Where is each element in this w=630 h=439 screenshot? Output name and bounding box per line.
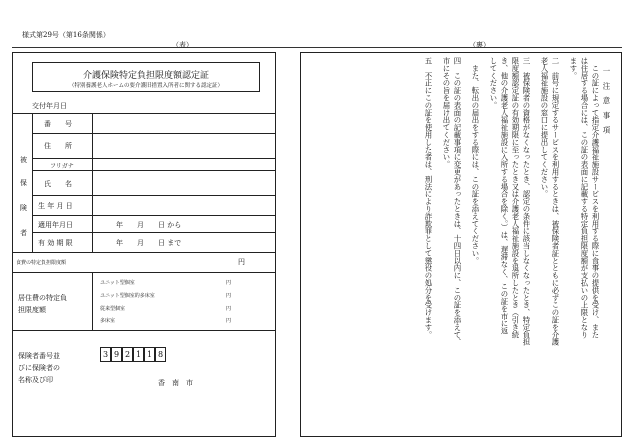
note-line: この証によって指定介護福祉施設サービスを利用する際に食事の提供を受け、また xyxy=(591,57,600,339)
food-cost-yen: 円 xyxy=(238,258,245,266)
insured-char: 険 xyxy=(20,204,27,212)
rule xyxy=(12,272,276,273)
name-label: 氏 名 xyxy=(44,180,72,188)
housing-yen: 円 xyxy=(226,306,232,312)
furigana-label: フリガナ xyxy=(50,163,74,170)
note-line: 二 前号に規定するサービスを利用するときは、被保険者証とともに必ずこの証を介護 xyxy=(551,57,560,346)
rule xyxy=(12,252,276,253)
issue-date-label: 交付年月日 xyxy=(32,102,67,110)
insurer-digit-box: 3 xyxy=(100,347,111,362)
note-heading: 一 注 意 事 項 xyxy=(602,67,611,134)
insured-char: 保 xyxy=(20,179,27,187)
rule xyxy=(32,133,276,134)
housing-row-1: ユニット型個室 xyxy=(100,280,135,286)
insurer-digit-box: 8 xyxy=(155,347,166,362)
insurer-digit-box: 9 xyxy=(111,347,122,362)
certificate-title: 介護保険特定負担限度額認定証 xyxy=(82,71,209,81)
insurer-digit-box: 2 xyxy=(122,347,133,362)
insurer-label-2: びに保険者の xyxy=(18,364,60,372)
header-rule xyxy=(12,47,622,48)
note-line: 市にその旨を届け出てください。 xyxy=(442,57,451,168)
rule xyxy=(12,113,276,114)
insured-char: 被 xyxy=(20,156,27,164)
housing-label-1: 居住費の特定負 xyxy=(18,294,67,302)
housing-row-3: 従来型個室 xyxy=(100,306,126,312)
valid-until-value: 年 月 日 まで xyxy=(116,239,182,247)
note-line: また、転出の届出をする際には、この証を添えてください。 xyxy=(471,57,480,265)
insurer-digit-box: 1 xyxy=(144,347,155,362)
rule xyxy=(32,170,276,171)
back-label: （裏） xyxy=(469,41,490,49)
note-line: 老人福祉施設の窓口に提出してください。 xyxy=(540,57,549,198)
rule xyxy=(32,215,276,216)
valid-until-label: 有 効 期 限 xyxy=(38,239,73,247)
certificate-title-box xyxy=(32,62,260,92)
insurer-name: 香 南 市 xyxy=(158,379,193,387)
housing-label-2: 担限度額 xyxy=(18,306,46,314)
note-line: は住居する場合には、この証の表面に記載する特定負担限度額が支払いの上限となり xyxy=(580,57,589,339)
front-label: （表） xyxy=(172,41,193,49)
note-line: してください。 xyxy=(489,57,498,109)
number-label: 番 号 xyxy=(44,120,72,128)
note-line: 三 被保険者の資格がなくなったとき、認定の条件に該当しなくなったとき、特定負担 xyxy=(522,57,531,346)
rule xyxy=(12,330,276,331)
rule xyxy=(92,113,93,252)
rule xyxy=(32,195,276,196)
insurer-label-3: 名称及び印 xyxy=(18,376,53,384)
housing-yen: 円 xyxy=(226,318,232,324)
insurer-digit-box: 1 xyxy=(133,347,144,362)
note-line: 五 不正にこの証を使用した者は、刑法により詐欺罪として懲役の処分を受けます。 xyxy=(424,57,433,339)
insurer-label-1: 保険者番号並 xyxy=(18,352,60,360)
note-line: 限度額認定証の有効期限に至ったとき又は介護老人福祉施設を退所したとき（引き続 xyxy=(511,57,520,339)
rule xyxy=(92,272,93,330)
address-label: 住 所 xyxy=(44,142,72,150)
certificate-back xyxy=(300,52,622,437)
rule xyxy=(32,232,276,233)
insured-char: 者 xyxy=(20,229,27,237)
note-line: き、他の介護老人福祉施設に入所する場合を除く。）は、遅滞なく、この証を市に返 xyxy=(500,57,509,335)
form-number: 様式第29号（第16条関係） xyxy=(22,31,110,39)
apply-date-value: 年 月 日 から xyxy=(116,221,182,229)
dob-label: 生 年 月 日 xyxy=(38,202,73,210)
note-line: 四 この証の表面の記載事項に変更があったときは、十四日以内に、この証を添えて、 xyxy=(453,57,462,346)
note-line: ます。 xyxy=(569,57,578,80)
housing-yen: 円 xyxy=(226,293,232,299)
housing-yen: 円 xyxy=(226,280,232,286)
housing-row-4: 多床室 xyxy=(100,318,116,324)
housing-row-2: ユニット型個室的多床室 xyxy=(100,293,155,299)
apply-date-label: 適用年月日 xyxy=(38,221,73,229)
rule xyxy=(32,113,33,252)
certificate-subtitle: （特別養護老人ホームの要介護旧措置入所者に関する認定証） xyxy=(68,83,223,89)
food-cost-label: 食費の特定負担限度額 xyxy=(16,260,67,266)
rule xyxy=(32,158,276,159)
